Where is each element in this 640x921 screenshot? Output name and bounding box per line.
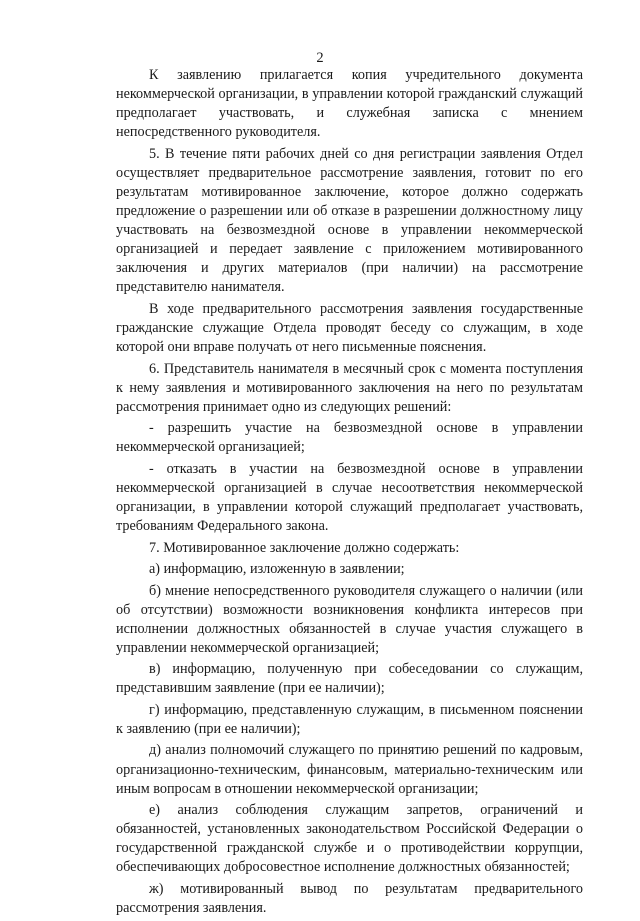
paragraph-decision-refuse: - отказать в участии на безвозмездной основе в управлении некоммерческой организацией в случае несоответствия некоммерческой организации, в управлении которой служащий предполагает участвовать, требованиям Федерального закона. [116, 460, 583, 535]
paragraph-item-7: 7. Мотивированное заключение должно содержать: [149, 539, 460, 556]
paragraph-item-7zh: ж) мотивированный вывод по результатам предварительного рассмотрения заявления. [116, 880, 583, 917]
paragraph-item-7g: г) информацию, представленную служащим, в письменном пояснении к заявлению (при ее наличии); [116, 701, 583, 737]
page-number: 2 [316, 50, 324, 66]
paragraph-item-7d: д) анализ полномочий служащего по принятию решений по кадровым, организационно-техническим, финансовым, материально-техническим или иным вопросам в отношении некоммерческой организации; [116, 742, 583, 797]
paragraph-attachment: К заявлению прилагается копия учредительного документа некоммерческой организации, в управлении которой гражданский служащий предполагает участвовать, и служебная записка с мнением непосредственного руководителя. [116, 67, 583, 141]
paragraph-item-6: 6. Представитель нанимателя в месячный срок с момента поступления к нему заявления и мотивированного заключения на него по результатам рассмотрения принимает одно из следующих решений: [116, 360, 583, 415]
paragraph-item-7v: в) информацию, полученную при собеседовании со служащим, представившим заявление (при ее наличии); [116, 661, 583, 697]
paragraph-decision-permit: - разрешить участие на безвозмездной основе в управлении некоммерческой организацией; [116, 420, 583, 456]
paragraph-item-5: 5. В течение пяти рабочих дней со дня регистрации заявления Отдел осуществляет предварительное рассмотрение заявления, готовит по его результатам мотивированное заключение, которое должно содержать предложение о разрешении или об отказе в разрешении должностному лицу участвовать на безвозмездной основе в управлении некоммерческой организацией и передает заявление с приложением мотивированного заключения и других материалов (при наличии) на рассмотрение представителю нанимателя. [116, 145, 583, 296]
paragraph-item-7a: а) информацию, изложенную в заявлении; [149, 561, 405, 578]
document-body [116, 66, 583, 921]
paragraph-interview: В ходе предварительного рассмотрения заявления государственные гражданские служащие Отдела проводят беседу со служащим, в ходе которой они вправе получать от него письменные пояснения. [116, 300, 583, 356]
paragraph-item-7e: е) анализ соблюдения служащим запретов, ограничений и обязанностей, установленных законодательством Российской Федерации о государственной гражданской службе и о противодействии коррупции, обеспечивающих добросовестное исполнение должностных обязанностей; [116, 802, 583, 876]
paragraph-item-7b: б) мнение непосредственного руководителя служащего о наличии (или об отсутствии) возможности возникновения конфликта интересов при исполнении должностных обязанностей в случае участия служащего в управлении некоммерческой организацией; [116, 582, 583, 656]
